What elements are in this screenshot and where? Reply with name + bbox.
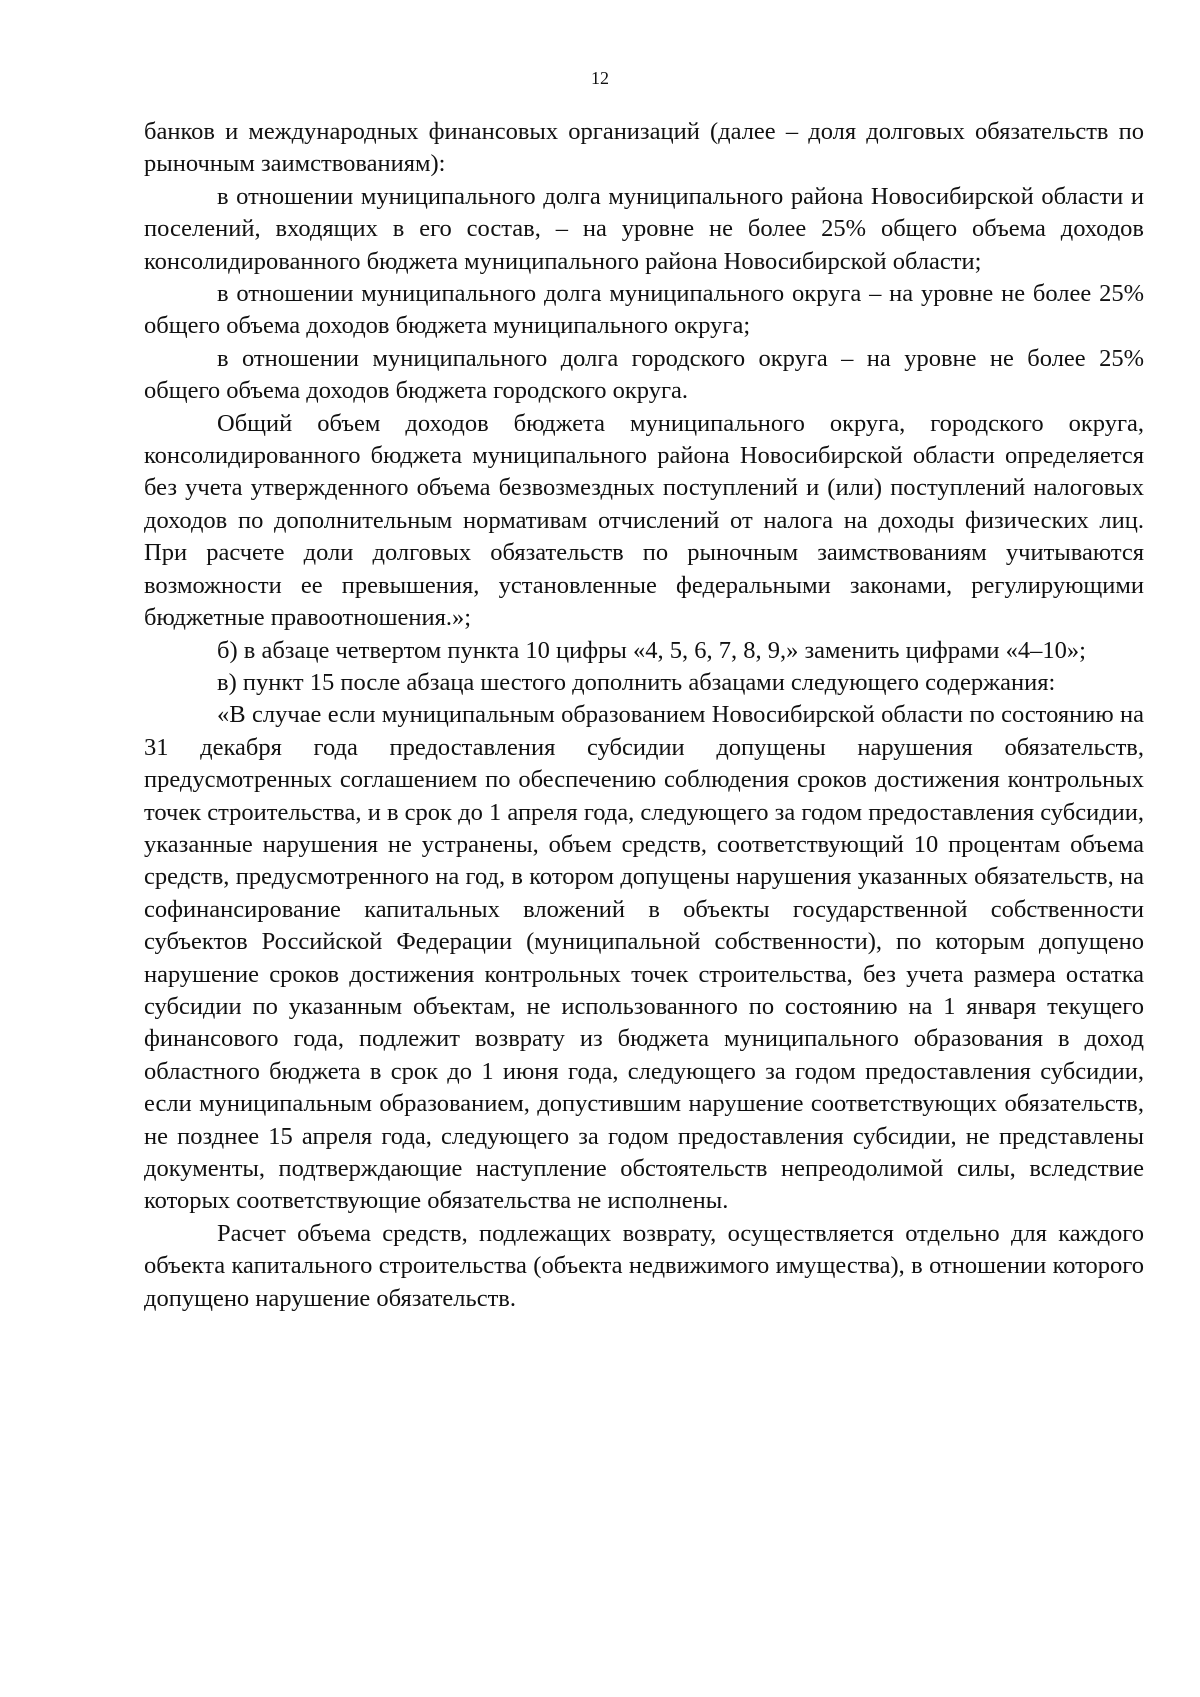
paragraph-continuation: банков и международных финансовых организаций (далее – доля долговых обязательств по рыночным заимствованиям): [144, 118, 1144, 178]
paragraph-violation-case: «В случае если муниципальным образованием Новосибирской области по состоянию на 31 декабря года предоставления субсидии допущены нарушения обязательств, предусмотренных соглашением по обеспечению соблюдения сроков достижения контрольных точек строительства, и в срок до 1 апреля года, следующего за годом предоставления субсидии, указанные нарушения не устранены, объем средств, соответствующий 10 процентам объема средств, предусмотренного на год, в котором допущены нарушения указанных обязательств, на софинансирование капитальных вложений в объекты государственной собственности субъектов Российской Федерации (муниципальной собственности), по которым допущено нарушение сроков достижения контрольных точек строительства, без учета размера остатка субсидии по указанным объектам, не использованного по состоянию на 1 января текущего финансового года, подлежит возврату из бюджета муниципального образования в доход областного бюджета в срок до 1 июня года, следующего за годом предоставления субсидии, если муниципальным образованием, допустившим нарушение соответствующих обязательств, не позднее 15 апреля года, следующего за годом предоставления субсидии, не представлены документы, подтверждающие наступление обстоятельств непреодолимой силы, вследствие которых соответствующие обязательства не исполнены. [144, 701, 1144, 1215]
paragraph-city-okrug-debt: в отношении муниципального долга городского округа – на уровне не более 25% общего объема доходов бюджета городского округа. [144, 344, 1144, 405]
page-number: 12 [591, 68, 609, 88]
paragraph-refund-calculation: Расчет объема средств, подлежащих возврату, осуществляется отдельно для каждого объекта капитального строительства (объекта недвижимого имущества), в отношении которого допущено нарушение обязательств. [144, 1219, 1144, 1312]
paragraph-amendment-b: б) в абзаце четвертом пункта 10 цифры «4, 5, 6, 7, 8, 9,» заменить цифрами «4–10»; [217, 636, 1086, 664]
document-body [144, 116, 1144, 1315]
paragraph-municipal-district-debt: в отношении муниципального долга муниципального района Новосибирской области и поселений, входящих в его состав, – на уровне не более 25% общего объема доходов консолидированного бюджета муниципального района Новосибирской области; [144, 182, 1144, 275]
paragraph-amendment-v: в) пункт 15 после абзаца шестого дополнить абзацами следующего содержания: [217, 668, 1056, 696]
paragraph-municipal-okrug-debt: в отношении муниципального долга муниципального округа – на уровне не более 25% общего объема доходов бюджета муниципального округа; [144, 280, 1144, 340]
paragraph-total-revenue: Общий объем доходов бюджета муниципального округа, городского округа, консолидированного бюджета муниципального района Новосибирской области определяется без учета утвержденного объема безвозмездных поступлений и (или) поступлений налоговых доходов по дополнительным нормативам отчислений от налога на доходы физических лиц. При расчете доли долговых обязательств по рыночным заимствованиям учитываются возможности ее превышения, установленные федеральными законами, регулирующими бюджетные правоотношения.»; [144, 409, 1144, 632]
